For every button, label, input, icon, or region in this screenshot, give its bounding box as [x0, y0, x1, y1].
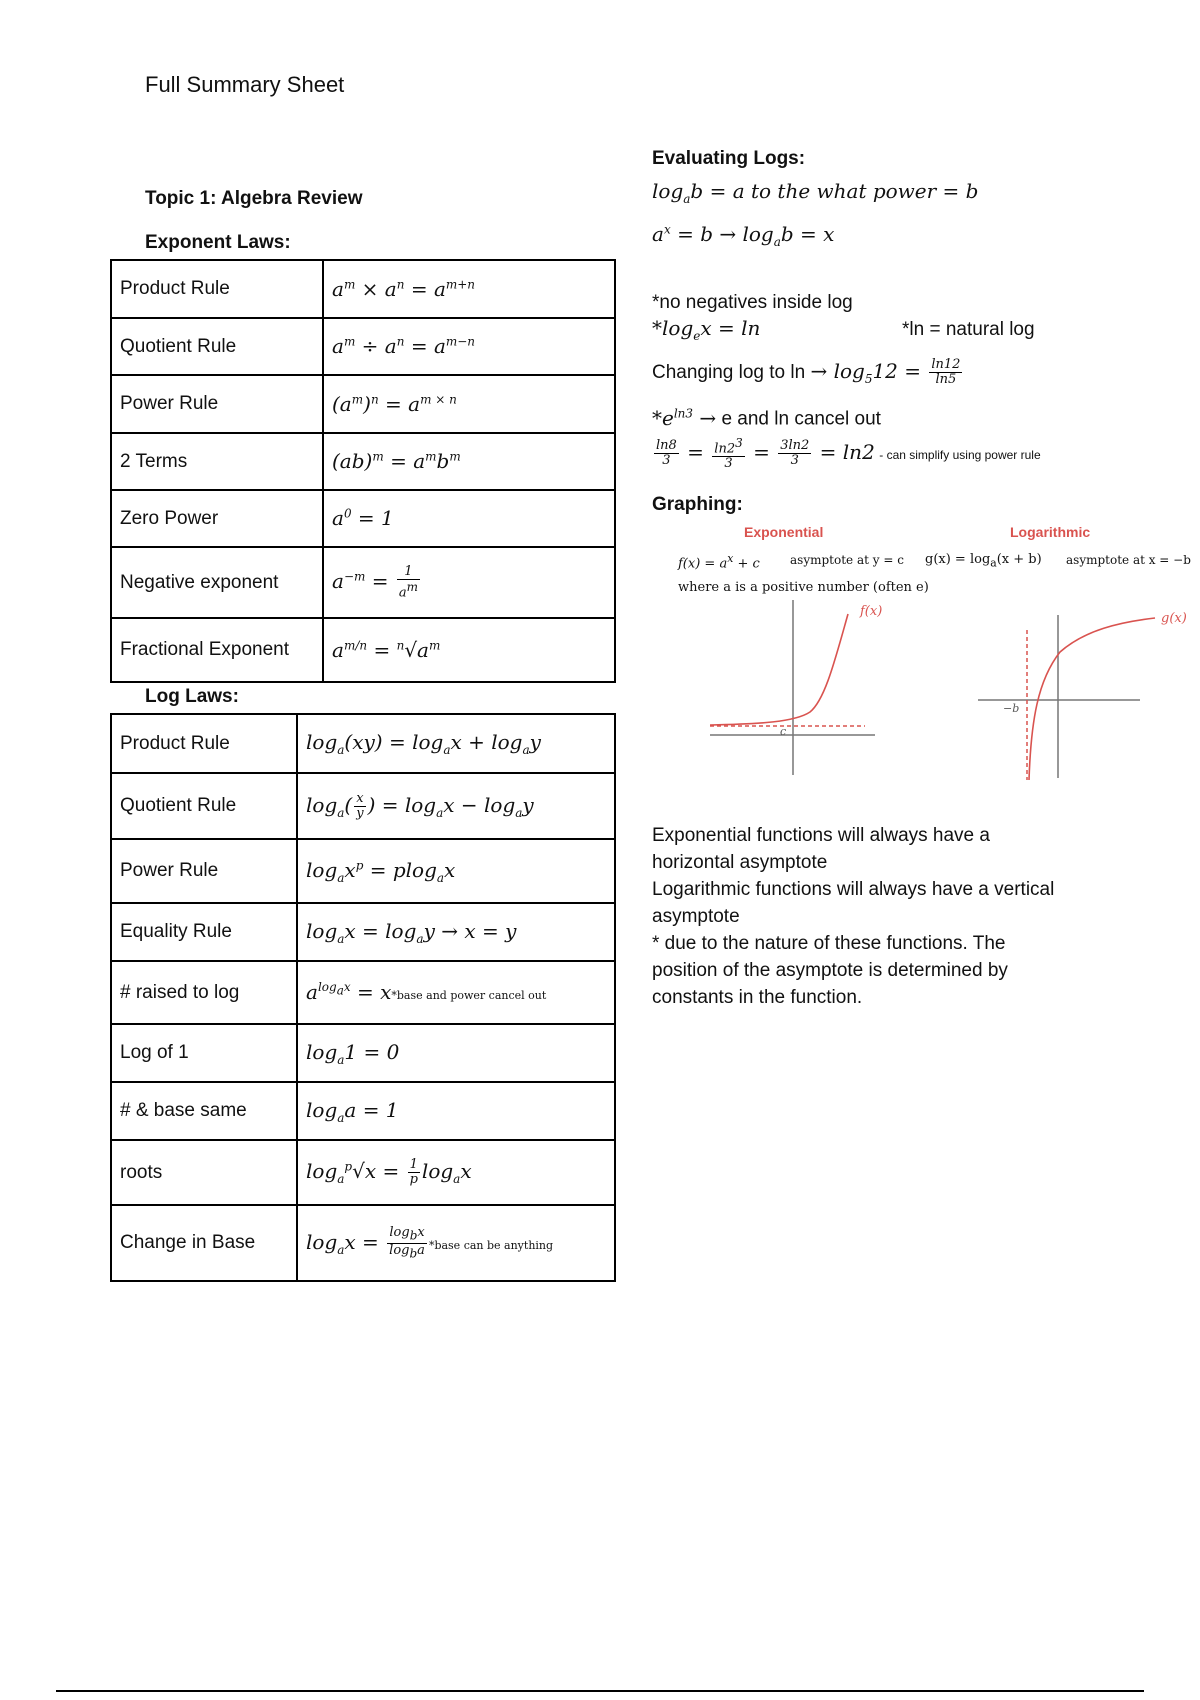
bottom-divider	[56, 1690, 1144, 1692]
rule-formula: $a^{log_ax}$ = x*base and power cancel out	[297, 961, 615, 1024]
log-curve	[1029, 618, 1155, 780]
c-label: c	[780, 725, 787, 738]
rule-name: Power Rule	[111, 375, 323, 433]
exponential-label: Exponential	[744, 524, 824, 540]
log-function-formula: $g(x) = \log_a(x + b)$	[925, 552, 1042, 570]
note-line: Exponential functions will always have a	[652, 825, 990, 846]
rule-name: Fractional Exponent	[111, 618, 323, 682]
rule-name: Quotient Rule	[111, 318, 323, 375]
rule-name: Zero Power	[111, 490, 323, 547]
table-row	[111, 318, 615, 375]
topic-heading: Topic 1: Algebra Review	[145, 188, 363, 209]
log-asymptote-note: asymptote at x = −b	[1066, 553, 1191, 567]
exponential-form-line: $a^x = b \to \log_ab = x$	[652, 222, 835, 249]
rule-note: *base can be anything	[428, 1238, 554, 1252]
log-laws-heading: Log Laws:	[145, 686, 239, 707]
rule-formula: $(ab)^m = a^mb^m$	[323, 433, 615, 490]
table-row	[111, 1140, 615, 1205]
fx-label: f(x)	[860, 604, 883, 619]
rule-name: Product Rule	[111, 714, 297, 773]
log-laws-table	[110, 713, 616, 1282]
rule-formula: $\log_aa = 1$	[297, 1082, 615, 1140]
rule-formula: $a^0 = 1$	[323, 490, 615, 547]
rule-name: 2 Terms	[111, 433, 323, 490]
rule-formula: $\log_a1 = 0$	[297, 1024, 615, 1082]
table-row	[111, 260, 615, 318]
rule-formula: $\log_ax$ = $\frac{\log_bx}{\log_ba}$ *base can be anything	[297, 1205, 615, 1281]
table-row	[111, 839, 615, 903]
note-line: horizontal asymptote	[652, 852, 828, 873]
logarithmic-label: Logarithmic	[1010, 524, 1091, 540]
rule-note: *base and power cancel out	[391, 989, 547, 1002]
rule-formula: $(a^m)^n = a^{m \times n}$	[323, 375, 615, 433]
changing-log-text: Changing log to ln	[652, 362, 806, 383]
exp-asymptote-note: asymptote at y = c	[790, 553, 904, 567]
note-line: * due to the nature of these functions. The	[652, 933, 1006, 954]
table-row	[111, 618, 615, 682]
table-row	[111, 547, 615, 618]
evaluating-logs-heading: Evaluating Logs:	[652, 148, 806, 169]
exponent-laws-heading: Exponent Laws:	[145, 232, 291, 253]
natural-log-note: *ln = natural log	[902, 319, 1035, 340]
table-row	[111, 375, 615, 433]
rule-formula: $a^{m/n} = ^n√a^m$	[323, 618, 615, 682]
rule-name: Change in Base	[111, 1205, 297, 1281]
note-line: constants in the function.	[652, 987, 863, 1008]
no-negatives-note: *no negatives inside log	[652, 292, 853, 313]
table-row	[111, 773, 615, 839]
exp-function-formula: $f(x) = a^x + c$	[678, 552, 760, 572]
table-row	[111, 1082, 615, 1140]
rule-formula: $\log_a$( $\frac{x}{y}$ ) = $\log_ax - \log_ay$	[297, 773, 615, 839]
gx-label: g(x)	[1161, 611, 1187, 626]
what-power-text: a to the what power	[732, 179, 937, 203]
rule-name: # raised to log	[111, 961, 297, 1024]
log-e-line: $*\log_ex = \ln$	[652, 316, 761, 343]
exponent-laws-table	[110, 259, 616, 683]
table-row	[111, 903, 615, 961]
rule-formula: $\log_a(xy) = \log_ax + \log_ay$	[297, 714, 615, 773]
cancel-text: e and ln cancel out	[721, 408, 881, 430]
note-line: asymptote	[652, 906, 740, 927]
table-row	[111, 1205, 615, 1281]
rule-formula: $a^{-m}$ = $\frac{1}{a^m}$	[323, 547, 615, 618]
rule-formula: $\log_ax = \log_ay \to x = y$	[297, 903, 615, 961]
rule-name: Power Rule	[111, 839, 297, 903]
graphs-figure	[700, 600, 1190, 785]
rule-formula: $\log_a^p√x$ = $\frac{1}{p}$ $\log_ax$	[297, 1140, 615, 1205]
log-definition-line: $\log_ab = a$ to the what power = b	[652, 179, 979, 206]
table-row	[111, 1024, 615, 1082]
rule-formula: $\log_ax^p = plog_ax$	[297, 839, 615, 903]
rule-formula: $a^m \div a^n = a^{m-n}$	[323, 318, 615, 375]
rule-name: Log of 1	[111, 1024, 297, 1082]
table-row	[111, 490, 615, 547]
rule-name: roots	[111, 1140, 297, 1205]
changing-log-line: Changing log to $\ln \to \log_512$ = $\frac{\ln 12}{\ln 5}$	[652, 357, 961, 387]
power-rule-note: - can simplify using power rule	[879, 448, 1041, 463]
rule-name: # & base same	[111, 1082, 297, 1140]
where-note: where a is a positive number (often e)	[678, 580, 929, 595]
table-row	[111, 714, 615, 773]
graphing-heading: Graphing:	[652, 494, 743, 515]
exp-curve	[710, 614, 848, 725]
table-row	[111, 433, 615, 490]
asymptote-notes	[652, 822, 1054, 1011]
rule-formula: $a^m \times a^n = a^{m+n}$	[323, 260, 615, 318]
rule-name: Negative exponent	[111, 547, 323, 618]
note-line: position of the asymptote is determined by	[652, 960, 1008, 981]
note-line: Logarithmic functions will always have a vertical	[652, 879, 1055, 900]
ln8-simplify-line: $\frac{\ln 8}{3}$ = $\frac{\ln 2^3}{3}$ = $\frac{3\ln 2}{3}$ = ln2 - can simplify using power rule	[656, 436, 1041, 472]
rule-name: Equality Rule	[111, 903, 297, 961]
rule-name: Quotient Rule	[111, 773, 297, 839]
neg-b-label: −b	[1003, 702, 1020, 715]
page-title: Full Summary Sheet	[145, 72, 345, 97]
rule-name: Product Rule	[111, 260, 323, 318]
table-row	[111, 961, 615, 1024]
e-ln-cancel-line: $*e^{ln3} \to e$ and ln cancel out	[652, 405, 881, 430]
